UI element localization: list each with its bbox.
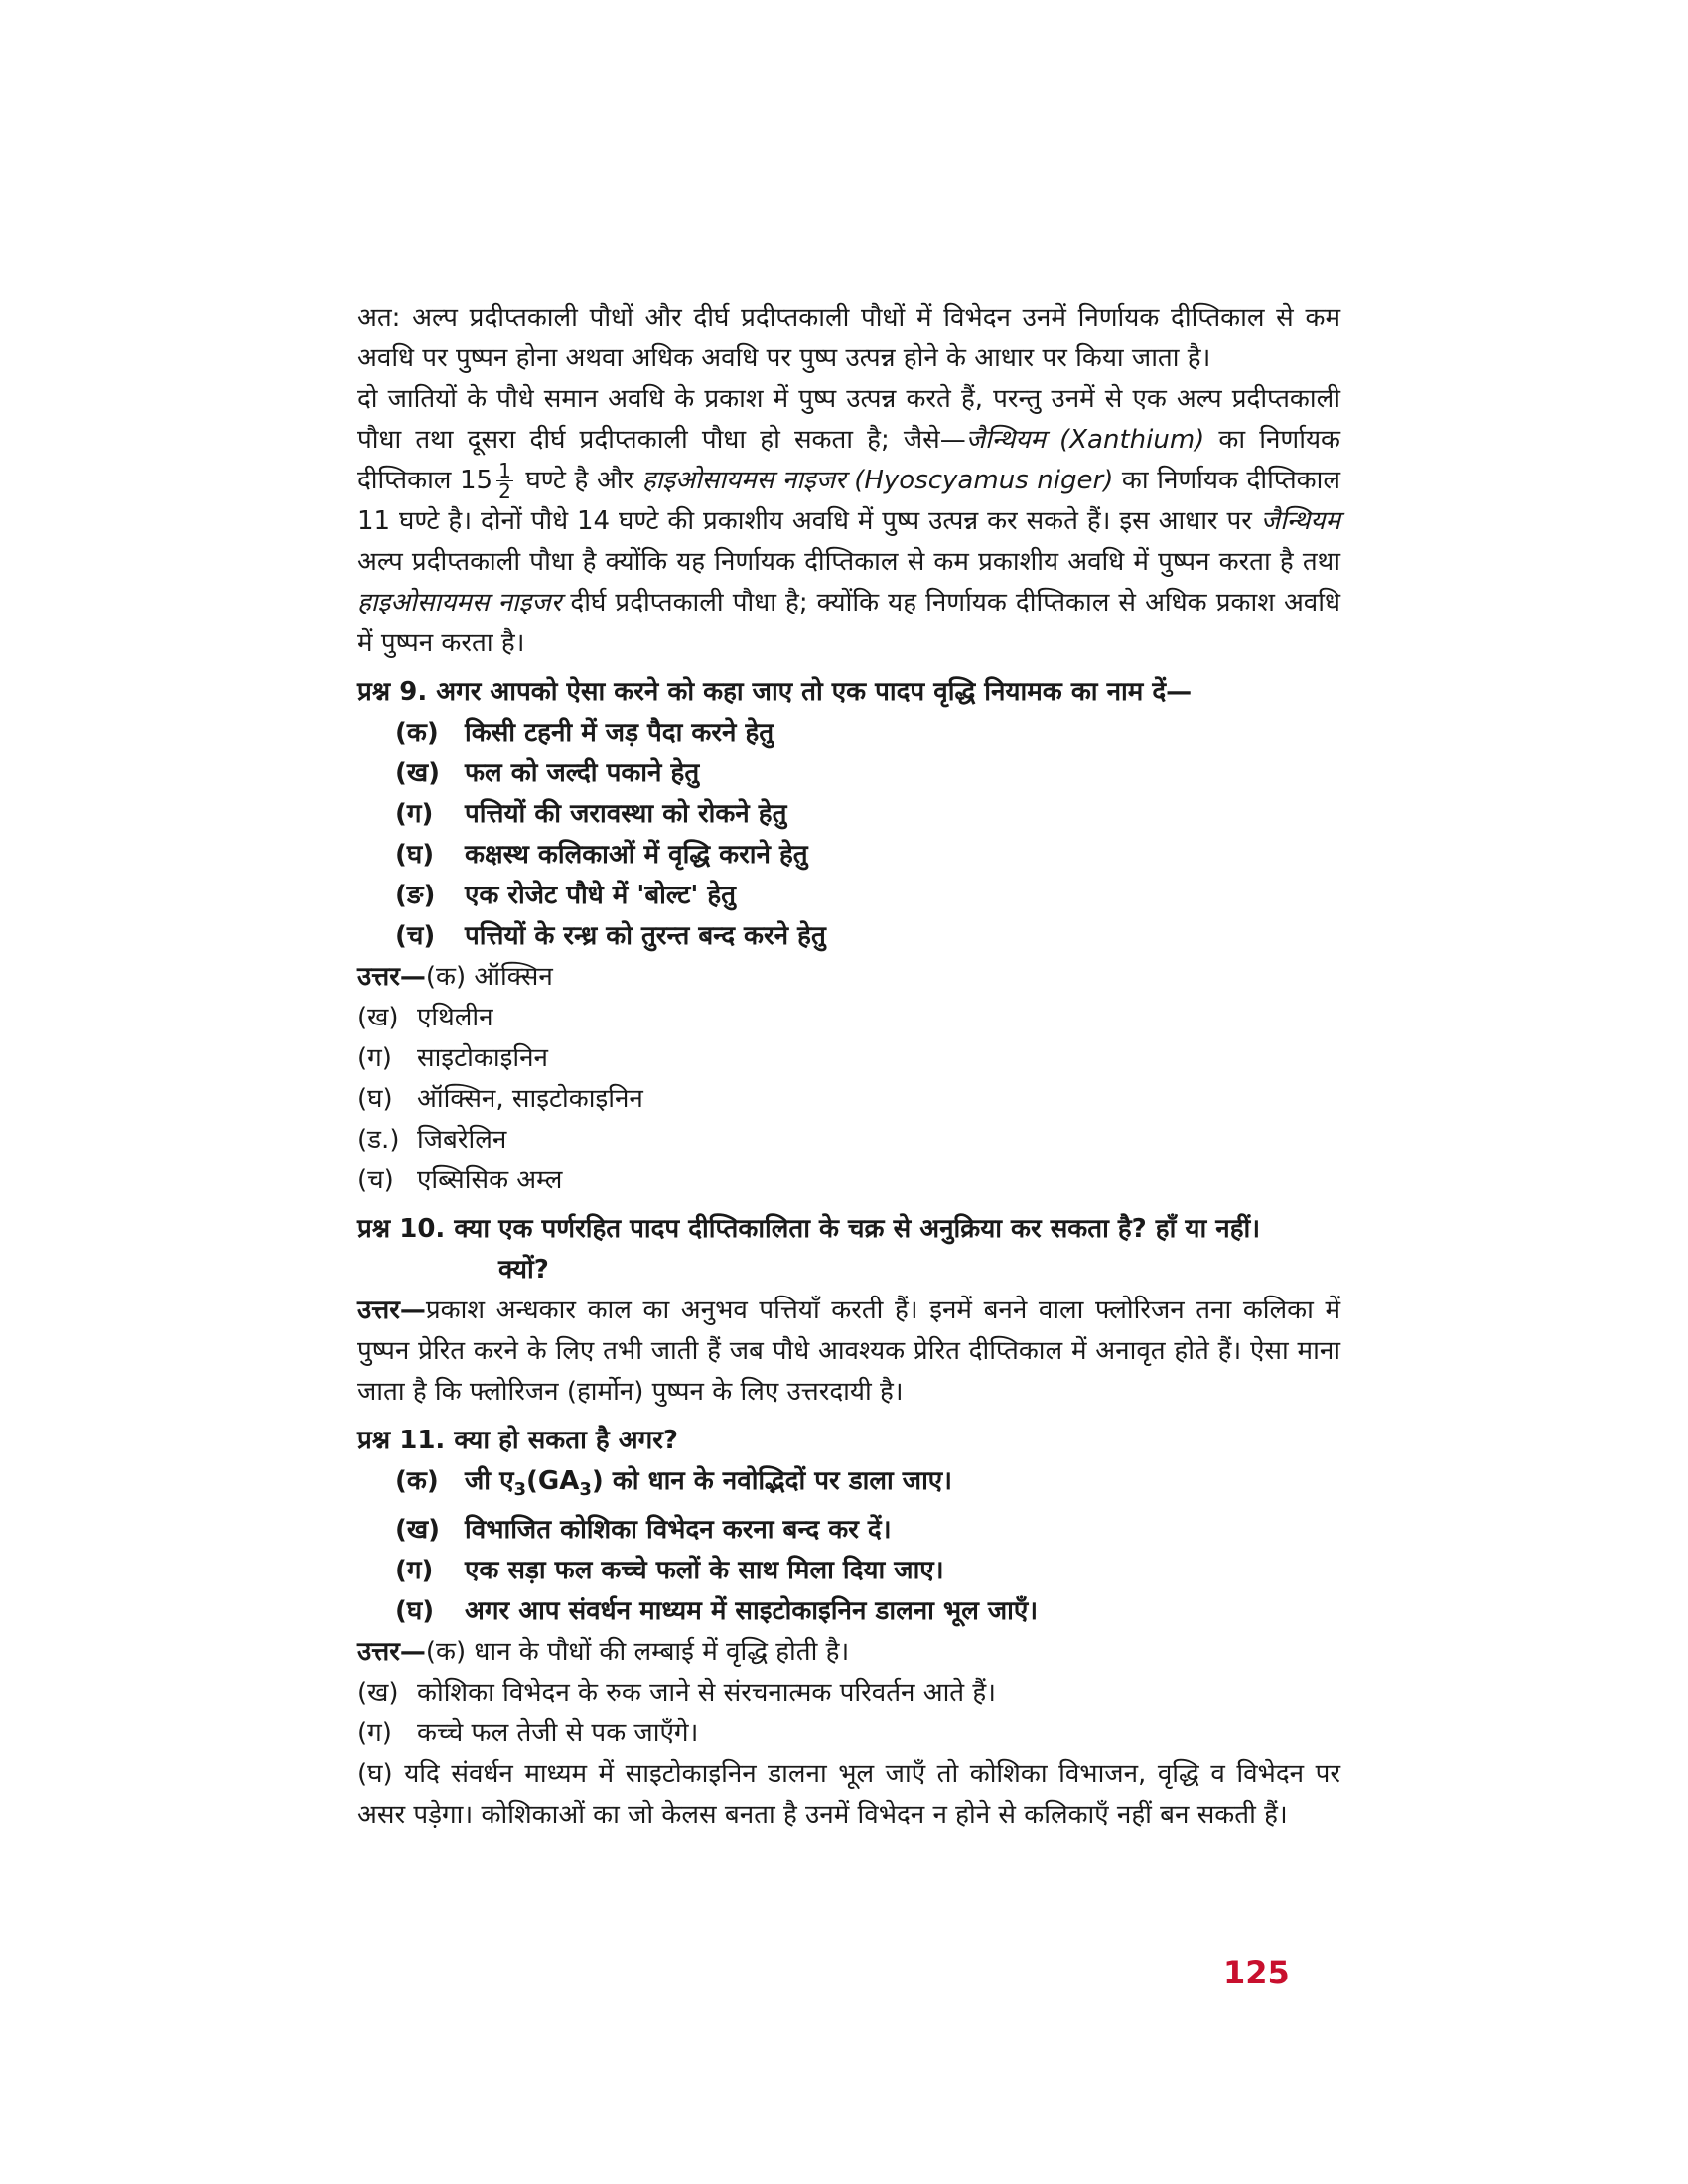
answer-label: (घ) [357, 1084, 393, 1114]
answer-text: यदि संवर्धन माध्यम में साइटोकाइनिन डालना भूल जाएँ तो कोशिका विभाजन, वृद्धि व विभेदन पर असर पड़ेगा। कोशिकाओं का जो केलस बनता है उनमें विभेदन न होने से कलिकाएँ नहीं बन सकती हैं। [357, 1759, 1341, 1831]
q11-option [357, 1461, 1340, 1510]
subscript: 3 [579, 1479, 592, 1501]
answer-text: एब्सिसिक अम्ल [417, 1165, 563, 1195]
paragraph-1: अत: अल्प प्रदीप्तकाली पौधों और दीर्घ प्रदीप्तकाली पौधों में विभेदन उनमें निर्णायक दीप्तिकाल से कम अवधि पर पुष्पन होना अथवा अधिक अवधि पर पुष्प उत्पन्न होने के आधार पर किया जाता है। [357, 303, 1340, 373]
option-text: (GA [526, 1466, 580, 1496]
answer-text: कोशिका विभेदन के रुक जाने से संरचनात्मक परिवर्तन आते हैं। [417, 1678, 997, 1708]
q11-answer [357, 1713, 1340, 1754]
para2-text-2: का निर्णायक दीप्तिकाल 15 [357, 425, 1340, 495]
option-text: अगर आप संवर्धन माध्यम में साइटोकाइनिन डालना भूल जाएँ। [465, 1596, 1039, 1627]
option-label: (ग) [395, 799, 434, 829]
q9-answer [357, 998, 1340, 1038]
option-label: (ङ) [395, 881, 436, 910]
option-text: जी ए [465, 1466, 514, 1496]
answer-label: (ड.) [357, 1125, 400, 1155]
answer-text: धान के पौधों की लम्बाई में वृद्धि होती है। [474, 1637, 850, 1668]
answer-prefix: उत्तर— [357, 962, 426, 992]
option-label: (ख) [395, 1515, 441, 1546]
option-text: ) को धान के नवोद्भिदों पर डाला जाए। [591, 1466, 953, 1496]
answer-label: (ग) [357, 1718, 392, 1749]
option-text: पत्तियों की जरावस्था को रोकने हेतु [465, 799, 787, 829]
option-text: एक सड़ा फल कच्चे फलों के साथ मिला दिया जाए। [465, 1556, 944, 1586]
option-text: कक्षस्थ कलिकाओं में वृद्धि कराने हेतु [465, 840, 808, 870]
option-text: फल को जल्दी पकाने हेतु [465, 758, 700, 788]
option-text: पत्तियों के रन्ध्र को तुरन्त बन्द करने हेतु [465, 921, 826, 951]
answer-label: (ग) [357, 1043, 392, 1073]
subscript: 3 [513, 1479, 526, 1501]
option-text: एक रोजेट पौधे में 'बोल्ट' हेतु [465, 881, 736, 910]
answer-label: (ख) [357, 1003, 399, 1032]
answer-text: ऑक्सिन [474, 962, 553, 992]
q9-answer [357, 1120, 1340, 1160]
q9-answer [357, 1079, 1340, 1120]
option-label: (क) [395, 1466, 439, 1496]
para2-text-3: घण्टे है और [516, 466, 642, 495]
option-label: (घ) [395, 840, 435, 870]
para2-text-5: अल्प प्रदीप्तकाली पौधा है क्योंकि यह निर्णायक दीप्तिकाल से कम प्रकाशीय अवधि में पुष्पन करता है तथा [357, 547, 1340, 577]
q11-answer [357, 1754, 1340, 1836]
question-9-title: प्रश्न 9. अगर आपको ऐसा करने को कहा जाए तो एक पादप वृद्धि नियामक का नाम दें— [357, 677, 1193, 707]
option-label: (घ) [395, 1596, 435, 1627]
answer-text: कच्चे फल तेजी से पक जाएँगे। [417, 1718, 699, 1749]
para2-text-1: दो जातियों के पौधे समान अवधि के प्रकाश में पुष्प उत्पन्न करते हैं, परन्तु उनमें से एक अल्प प्रदीप्तकाली पौधा तथा दूसरा दीर्घ प्रदीप्तकाली पौधा हो सकता है; जैसे— [357, 384, 1340, 455]
fraction [496, 461, 513, 501]
q9-option [357, 835, 1340, 876]
q9-answer [357, 957, 1340, 998]
para2-text-4: का निर्णायक दीप्तिकाल 11 घण्टे है। दोनों पौधे 14 घण्टे की प्रकाशीय अवधि में पुष्प उत्पन्न कर सकते हैं। इस आधार पर [357, 466, 1340, 536]
option-label: (ग) [395, 1556, 434, 1586]
answer-text: जिबरेलिन [417, 1125, 507, 1155]
answer-text: एथिलीन [417, 1003, 493, 1032]
question-11-title: प्रश्न 11. क्या हो सकता है अगर? [357, 1426, 678, 1455]
paragraph-2 [357, 379, 1340, 664]
option-text: किसी टहनी में जड़ पैदा करने हेतु [465, 718, 774, 748]
answer-label: (च) [357, 1165, 394, 1195]
answer-label: (घ) [357, 1759, 393, 1790]
xanthium-name: जैन्थियम (Xanthium) [965, 425, 1205, 455]
hyoscyamus-name-2: हाइओसायमस नाइजर [357, 588, 562, 617]
answer-text: साइटोकाइनिन [417, 1043, 548, 1073]
q9-option [357, 753, 1340, 794]
option-label: (ख) [395, 758, 441, 788]
page-content [357, 298, 1340, 1836]
fraction-numerator: 1 [498, 459, 511, 482]
answer-label: (ख) [357, 1678, 399, 1708]
q11-option [357, 1591, 1340, 1632]
answer-prefix: उत्तर— [357, 1296, 426, 1325]
option-text: विभाजित कोशिका विभेदन करना बन्द कर दें। [465, 1515, 892, 1546]
answer-label: (क) [425, 1637, 467, 1668]
option-label: (क) [395, 718, 439, 748]
q9-option [357, 916, 1340, 957]
q10-answer [357, 1291, 1340, 1413]
answer-label: (क) [425, 962, 467, 992]
q11-option [357, 1551, 1340, 1591]
q9-option [357, 794, 1340, 835]
answer-text: ऑक्सिन, साइटोकाइनिन [417, 1084, 643, 1114]
option-label: (च) [395, 921, 436, 951]
q11-answer [357, 1632, 1340, 1673]
para2-text-6: दीर्घ प्रदीप्तकाली पौधा है; क्योंकि यह निर्णायक दीप्तिकाल से अधिक प्रकाश अवधि में पुष्पन करता है। [357, 588, 1340, 658]
q9-answer [357, 1038, 1340, 1079]
answer-prefix: उत्तर— [357, 1637, 426, 1668]
question-10-title-cont: क्यों? [498, 1255, 549, 1285]
q9-answer [357, 1160, 1340, 1201]
q11-option [357, 1510, 1340, 1551]
q11-answer [357, 1673, 1340, 1713]
fraction-denominator: 2 [498, 479, 511, 503]
page-number: 125 [1223, 1954, 1290, 1991]
q9-option [357, 876, 1340, 916]
hyoscyamus-name: हाइओसायमस नाइजर (Hyoscyamus niger) [641, 466, 1114, 495]
q9-option [357, 713, 1340, 753]
xanthium-name-2: जैन्थियम [1260, 506, 1340, 536]
question-10-title: प्रश्न 10. क्या एक पर्णरहित पादप दीप्तिकालिता के चक्र से अनुक्रिया कर सकता है? हाँ या नहीं। [357, 1214, 1261, 1244]
answer-text: प्रकाश अन्धकार काल का अनुभव पत्तियाँ करती हैं। इनमें बनने वाला फ्लोरिजन तना कलिका में पुष्पन प्रेरित करने के लिए तभी जाती हैं जब पौधे आवश्यक प्रेरित दीप्तिकाल में अनावृत होते हैं। ऐसा माना जाता है कि फ्लोरिजन (हार्मोन) पुष्पन के लिए उत्तरदायी है। [357, 1296, 1340, 1407]
